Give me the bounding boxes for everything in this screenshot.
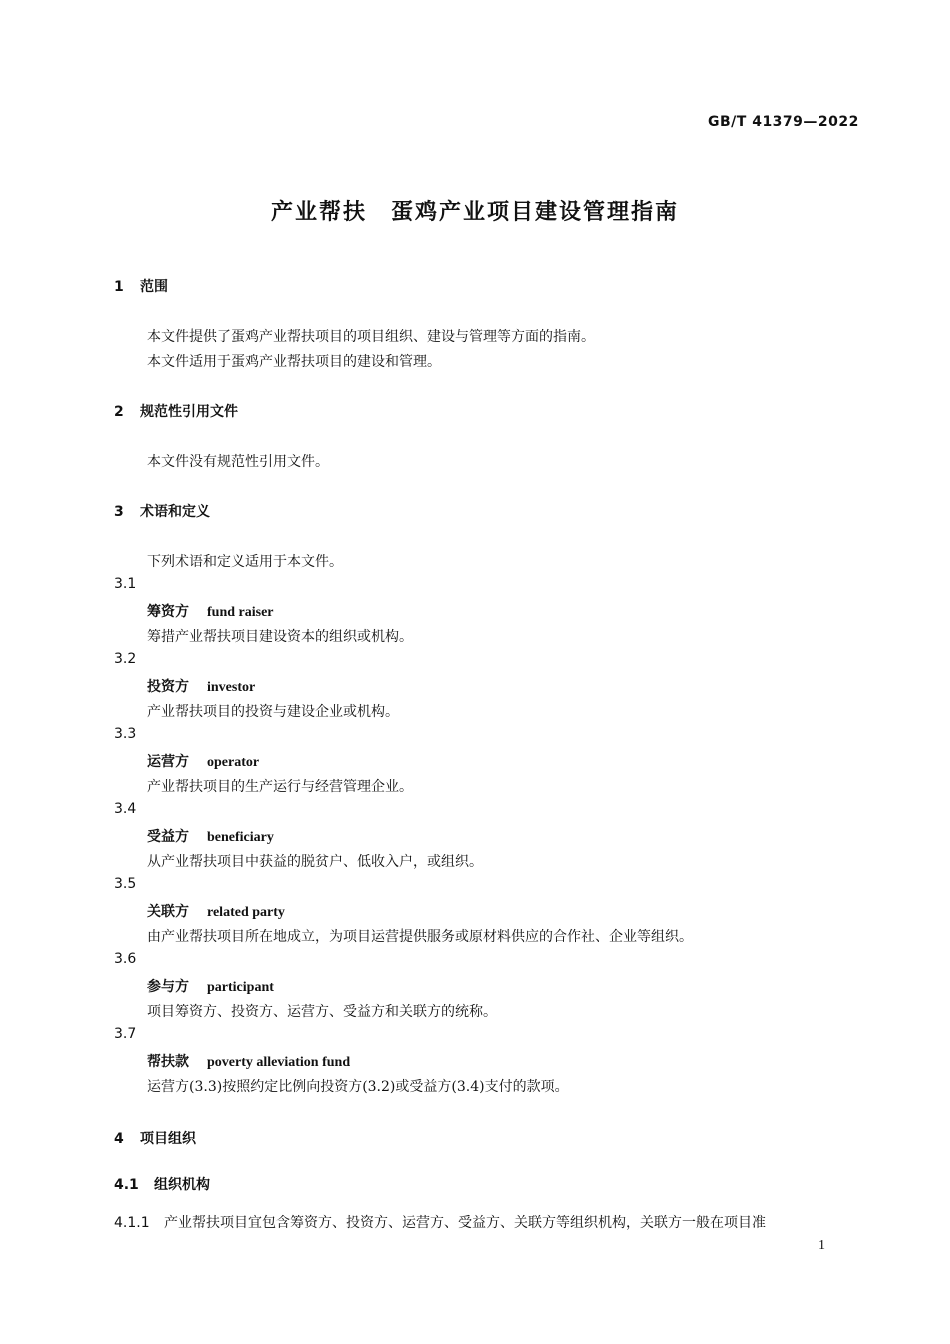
section-4-heading — [114, 1128, 196, 1148]
term-definition: 从产业帮扶项目中获益的脱贫户、低收入户，或组织。 — [147, 854, 483, 870]
section-title: 项目组织 — [140, 1131, 196, 1147]
section-number: 1 — [114, 279, 124, 295]
paragraph: 本文件提供了蛋鸡产业帮扶项目的项目组织、建设与管理等方面的指南。 — [147, 329, 595, 345]
term-definition: 项目筹资方、投资方、运营方、受益方和关联方的统称。 — [147, 1004, 497, 1020]
term-en: participant — [207, 980, 274, 995]
section-number: 4 — [114, 1131, 124, 1147]
term-number: 3.5 — [114, 876, 137, 892]
term-definition: 由产业帮扶项目所在地成立，为项目运营提供服务或原材料供应的合作社、企业等组织。 — [147, 929, 693, 945]
clause-text: 产业帮扶项目宜包含筹资方、投资方、运营方、受益方、关联方等组织机构，关联方一般在项目准 — [164, 1215, 766, 1231]
term-entry — [147, 751, 259, 771]
subsection-4-1-heading — [114, 1174, 210, 1194]
paragraph: 下列术语和定义适用于本文件。 — [147, 554, 343, 570]
term-zh: 投资方 — [147, 679, 189, 695]
page-number: 1 — [818, 1238, 825, 1253]
term-zh: 参与方 — [147, 979, 189, 995]
term-number: 3.1 — [114, 576, 137, 592]
clause-4-1-1 — [114, 1212, 766, 1232]
subsection-number: 4.1 — [114, 1177, 139, 1193]
term-number: 3.6 — [114, 951, 137, 967]
term-en: poverty alleviation fund — [207, 1055, 351, 1070]
term-entry — [147, 601, 274, 621]
term-entry — [147, 1051, 350, 1071]
paragraph: 本文件适用于蛋鸡产业帮扶项目的建设和管理。 — [147, 354, 441, 370]
paragraph: 本文件没有规范性引用文件。 — [147, 454, 329, 470]
term-definition: 运营方(3.3)按照约定比例向投资方(3.2)或受益方(3.4)支付的款项。 — [147, 1079, 569, 1095]
term-zh: 筹资方 — [147, 604, 189, 620]
term-number: 3.4 — [114, 801, 137, 817]
term-en: beneficiary — [207, 830, 274, 845]
section-number: 2 — [114, 404, 124, 420]
standard-code: GB/T 41379—2022 — [708, 114, 859, 130]
section-title: 术语和定义 — [140, 504, 210, 520]
section-title: 规范性引用文件 — [140, 404, 238, 420]
subsection-title: 组织机构 — [154, 1177, 210, 1193]
term-entry — [147, 826, 274, 846]
term-number: 3.2 — [114, 651, 137, 667]
clause-number: 4.1.1 — [114, 1215, 150, 1231]
term-number: 3.3 — [114, 726, 137, 742]
term-definition: 产业帮扶项目的生产运行与经营管理企业。 — [147, 779, 413, 795]
term-zh: 受益方 — [147, 829, 189, 845]
section-number: 3 — [114, 504, 124, 520]
term-en: related party — [207, 905, 285, 920]
term-en: operator — [207, 755, 260, 770]
term-zh: 运营方 — [147, 754, 189, 770]
section-3-heading — [114, 501, 210, 521]
term-entry — [147, 976, 274, 996]
document-title: 产业帮扶 蛋鸡产业项目建设管理指南 — [270, 200, 679, 225]
term-definition: 产业帮扶项目的投资与建设企业或机构。 — [147, 704, 399, 720]
term-entry — [147, 676, 255, 696]
term-entry — [147, 901, 285, 921]
term-zh: 帮扶款 — [147, 1054, 189, 1070]
term-definition: 筹措产业帮扶项目建设资本的组织或机构。 — [147, 629, 413, 645]
section-2-heading — [114, 401, 238, 421]
term-zh: 关联方 — [147, 904, 189, 920]
term-number: 3.7 — [114, 1026, 137, 1042]
section-1-heading — [114, 276, 168, 296]
section-title: 范围 — [140, 279, 168, 295]
term-en: investor — [207, 680, 256, 695]
term-en: fund raiser — [207, 605, 274, 620]
